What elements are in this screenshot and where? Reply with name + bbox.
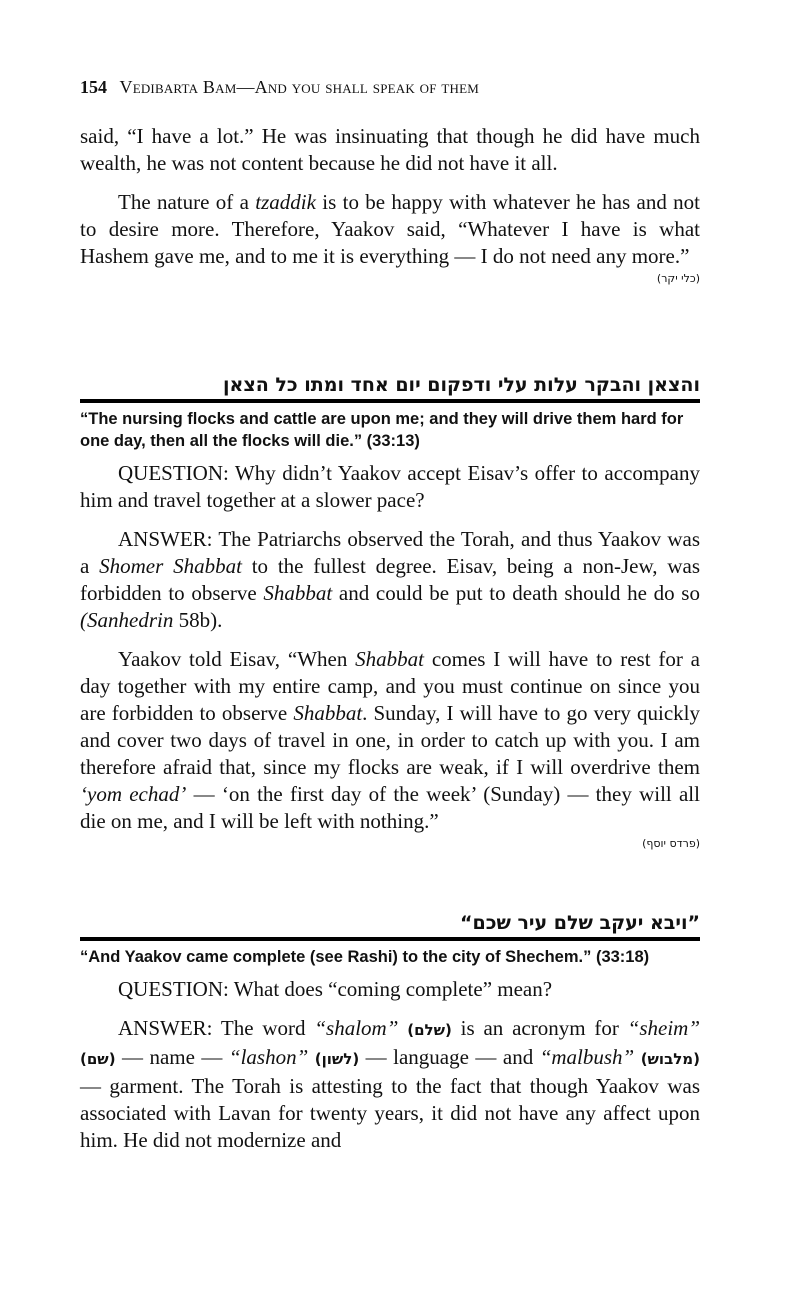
hebrew-term: (שלם) [407, 1021, 452, 1039]
text: The nature of a [118, 190, 256, 214]
section-continuation [80, 123, 700, 285]
italic-term: “lashon” [228, 1045, 309, 1069]
italic-term: “malbush” [539, 1045, 635, 1069]
text: ANSWER: The word [118, 1016, 315, 1040]
text: is an acronym for [451, 1016, 628, 1040]
book-title: Vedibarta Bam—And you shall speak of them [119, 77, 480, 97]
page-number: 154 [80, 77, 107, 97]
answer-paragraph [80, 1015, 700, 1154]
text: 58b). [173, 608, 223, 632]
hebrew-verse-heading: ”ויבא יעקב שלם עיר שכם“ [80, 912, 700, 941]
text: — ‘on the first day of the week’ (Sunday) — they will all die on me, and I will be left with nothing.” [80, 782, 700, 833]
italic-term: Shomer Shabbat [99, 554, 242, 578]
italic-term: ‘yom echad’ [80, 782, 187, 806]
text: Yaakov told Eisav, “When [118, 647, 356, 671]
question-paragraph: QUESTION: What does “coming complete” mean? [118, 977, 553, 1001]
source-citation: (כלי יקר) [656, 272, 700, 285]
text: — garment. The Torah is attesting to the fact that though Yaakov was associated with Lavan for twenty years, it did not have any affect upon him. He did not modernize and [80, 1074, 700, 1152]
verse-translation: “And Yaakov came complete (see Rashi) to the city of Shechem.” (33:18) [80, 948, 650, 966]
text: — language — and [359, 1045, 540, 1069]
text: to the fullest degree. Eisav, being a non-Jew, was forbidden to observe [80, 554, 700, 605]
italic-term: Shabbat [263, 581, 333, 605]
italic-term: Shabbat [293, 701, 363, 725]
hebrew-verse-heading: והצאן והבקר עלות עלי ודפקום יום אחד ומתו כל הצאן [80, 374, 700, 403]
text: . Sunday, I will have to go very quickly and cover two days of travel in one, in order to catch up with you. I am therefore afraid that, since my flocks are weak, if I will overdrive them [80, 701, 701, 779]
running-head [80, 77, 700, 98]
answer-paragraph [80, 526, 700, 634]
italic-term: “sheim” [627, 1016, 700, 1040]
text: ANSWER: The Patriarchs observed the Torah, and thus Yaakov was a [80, 527, 700, 578]
source-citation: (פרדס יוסף) [642, 837, 700, 850]
text: and could be put to death should he do so [332, 581, 700, 605]
italic-term: Shabbat [355, 647, 425, 671]
paragraph [80, 189, 700, 270]
hebrew-term: (לשון) [314, 1050, 360, 1068]
text: is to be happy with whatever he has and not to desire more. Therefore, Yaakov said, “Whatever I have is what Hashem gave me, and to me it is everything — I do not need any more.” [80, 190, 700, 268]
hebrew-term: (שם) [80, 1050, 116, 1068]
italic-term: (Sanhedrin [80, 608, 174, 632]
section-nursing-flocks [80, 374, 700, 850]
question-paragraph: QUESTION: Why didn’t Yaakov accept Eisav’s offer to accompany him and travel together at a slower pace? [80, 461, 700, 512]
paragraph: said, “I have a lot.” He was insinuating that though he did have much wealth, he was not content because he did not have it all. [80, 124, 700, 175]
verse-translation: “The nursing flocks and cattle are upon me; and they will drive them hard for one day, then all the flocks will die.” (33:13) [80, 410, 684, 450]
italic-term: “shalom” [314, 1016, 399, 1040]
paragraph [80, 646, 700, 835]
italic-term: tzaddik [255, 190, 316, 214]
hebrew-term: (מלבוש) [640, 1050, 701, 1068]
text: — name — [115, 1045, 229, 1069]
text: comes I will have to rest for a day together with my entire camp, and you must continue on since you are forbidden to observe [80, 647, 700, 725]
section-came-complete [80, 912, 700, 1154]
